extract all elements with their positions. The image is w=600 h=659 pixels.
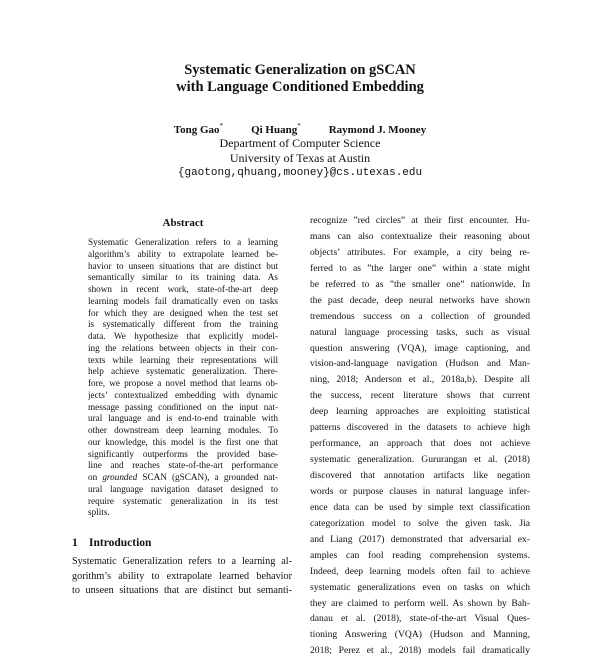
- abstract-heading: Abstract: [162, 217, 204, 229]
- body-line: objects’ attributes. For example, a city being re-: [310, 246, 530, 258]
- author-name: Tong Gao: [173, 123, 220, 136]
- paper-title-line-2: with Language Conditioned Embedding: [176, 79, 424, 95]
- equal-contribution-mark: *: [297, 122, 301, 130]
- abstract-line: shown in recent work, state-of-the-art deep: [88, 284, 278, 294]
- abstract-line: semantically similar to its training data. As: [88, 272, 278, 283]
- abstract-line: fore, we propose a novel method that learns ob-: [88, 378, 278, 388]
- body-line: patterns discovered in the datasets to achieve high: [310, 422, 530, 434]
- body-line: vision-and-language navigation (Hudson and Man-: [310, 358, 530, 370]
- abstract-line: ing the relations between objects in their con-: [88, 342, 278, 353]
- abstract-line: texts while learning their representations will: [88, 354, 278, 365]
- abstract-line: havior to unseen situations that are distinct but: [88, 260, 278, 271]
- abstract-line: data. We hypothesize that explicitly model-: [88, 331, 278, 341]
- abstract-line: line and reaches state-of-the-art performance: [88, 460, 278, 471]
- body-line: tioning Answering (VQA) (Hudson and Manning,: [310, 629, 530, 641]
- body-line: ence data can be used by simple text classification: [310, 501, 530, 513]
- body-line: 2018; Perez et al., 2018) models fail dramatically: [310, 645, 530, 657]
- body-line: categorization model to solve the given task. Jia: [310, 517, 530, 529]
- abstract-line: other downstream deep learning modules. To: [88, 425, 278, 435]
- author-2: [251, 120, 301, 137]
- body-line: natural language processing tasks, such as visual: [310, 326, 530, 338]
- abstract-line-prefix: on: [88, 472, 103, 482]
- abstract-line: algorithm’s ability to extrapolate learned be-: [88, 248, 278, 259]
- abstract-line: learning models fail dramatically even on tasks: [88, 295, 278, 306]
- abstract-line-rest: SCAN (gSCAN), a grounded nat-: [142, 472, 278, 482]
- author-1: [174, 120, 223, 137]
- body-line: ferred to as ”the larger one” within a state might: [310, 262, 530, 274]
- abstract-line: is systematically different from the training: [88, 319, 278, 330]
- body-line: question answering (VQA), image captioning, and: [310, 342, 530, 354]
- abstract-line: our knowledge, this model is the first one that: [88, 436, 278, 447]
- author-emails: {gaotong,qhuang,mooney}@cs.utexas.edu: [177, 167, 423, 179]
- body-line: danau et al. (2018), state-of-the-art Visual Ques-: [310, 613, 530, 625]
- body-line: the success, recent literature shows that current: [310, 390, 530, 402]
- affiliation-department: Department of Computer Science: [219, 136, 381, 150]
- intro-line: Systematic Generalization refers to a learning al-: [72, 556, 292, 567]
- abstract-line: message passing conditioned on the input nat-: [88, 401, 278, 412]
- introduction-body: [72, 555, 292, 599]
- body-line: be referred to as ”the smaller one” nationwide. In: [310, 278, 530, 290]
- body-line: and Liang (2017) demonstrated that adversarial ex-: [310, 533, 530, 545]
- body-line: systematic generalizations even on tasks on which: [310, 581, 530, 593]
- body-line: discovered that annotation artifacts like negation: [310, 470, 530, 481]
- abstract-line: significantly outperforms the provided base-: [88, 448, 278, 459]
- body-line: Indeed, deep learning models often fail to achieve: [310, 565, 530, 577]
- abstract-line: for which they are designed when the test set: [88, 307, 278, 318]
- equal-contribution-mark: *: [219, 122, 224, 130]
- body-line: amples can fool reading comprehension systems.: [310, 549, 530, 561]
- abstract-line: ural language navigation dataset designed to: [88, 483, 278, 494]
- body-line: mans can also contextualize their reasoning about: [310, 230, 530, 242]
- author-3: [329, 124, 426, 137]
- abstract-line: jects’ contextualized embedding with dynamic: [88, 389, 278, 400]
- intro-line: to unseen situations that are distinct but semanti-: [72, 585, 292, 596]
- body-line: systematic generalization. Gururangan et al. (2018): [310, 454, 530, 466]
- body-line: the past decade, deep neural networks have shown: [310, 294, 530, 306]
- author-name: Raymond J. Mooney: [328, 123, 427, 136]
- body-line: performance, an approach that does not achieve: [310, 438, 530, 450]
- intro-line: gorithm’s ability to extrapolate learned behavior: [72, 570, 292, 582]
- body-line: they are claimed to perform well. As shown by Bah-: [310, 597, 530, 609]
- paper-title-line-1: Systematic Generalization on gSCAN: [184, 62, 416, 78]
- body-line: deep learning approaches are exploiting statistical: [310, 406, 530, 418]
- body-line: recognize ”red circles” at their first encounter. Hu-: [310, 215, 530, 226]
- affiliation-university: University of Texas at Austin: [229, 151, 371, 165]
- section-title: Introduction: [89, 537, 152, 549]
- abstract-line: help achieve systematic generalization. There-: [88, 366, 278, 377]
- abstract-line: Systematic Generalization refers to a learning: [88, 237, 278, 247]
- author-list: [0, 120, 600, 137]
- right-column-body: [310, 213, 530, 659]
- section-number: 1: [72, 537, 78, 549]
- author-name: Qi Huang: [251, 123, 298, 136]
- abstract-line: ural language and is end-to-end trainable with: [88, 413, 278, 424]
- abstract-line: require systematic generalization in its test: [88, 495, 278, 506]
- abstract-line: splits.: [88, 507, 110, 518]
- body-line: words or purpose clauses in natural language infer-: [310, 485, 530, 497]
- body-line: tremendous success on a collection of grounded: [310, 310, 530, 322]
- abstract-line-with-italic: [88, 472, 278, 484]
- abstract-body: [88, 237, 278, 519]
- section-heading-introduction: [72, 537, 151, 549]
- body-line: ning, 2018; Anderson et al., 2018a,b). Despite all: [310, 374, 530, 386]
- abstract-italic-term: grounded: [102, 472, 138, 482]
